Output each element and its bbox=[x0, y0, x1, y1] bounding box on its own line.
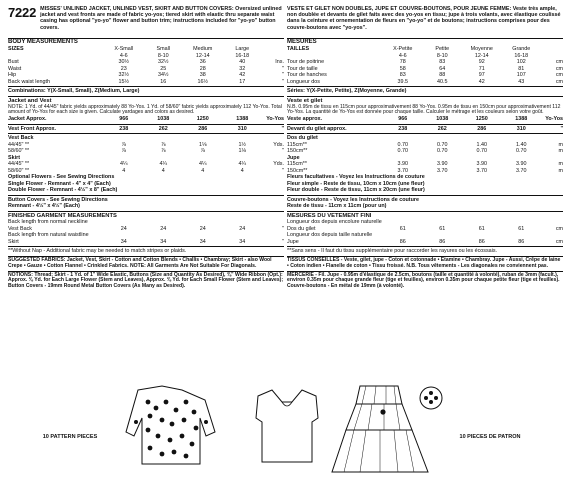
row-value: 102 bbox=[516, 59, 526, 66]
value-row bbox=[287, 239, 563, 245]
row-label: 115cm** bbox=[287, 141, 307, 148]
button-covers: Button Covers - See Sewing Directions bbox=[8, 196, 108, 203]
pattern-pieces-label: 10 PATTERN PIECES bbox=[42, 434, 98, 440]
row-label: Tour de hanches bbox=[287, 72, 327, 79]
french-description: VESTE ET GILET NON DOUBLES, JUPE ET COUVRE-BOUTONS, POUR JEUNE FEMME: Veste très ample, non doublée et devants de gilet faits avec des yo-yos en tissu; jupe à trois volants, avec élastique coulissé dans la ceinture et ornementation de fleurs en "yo-yo" et de boutons; instructions comprises pour des couvre-boutons avec "yo-yos". bbox=[287, 6, 561, 31]
row-value: 34 bbox=[120, 238, 127, 245]
row-value: 286 bbox=[477, 125, 487, 132]
row-value: 4¼ bbox=[159, 161, 167, 168]
row-value: 3.90 bbox=[516, 161, 527, 168]
row-value: 3.70 bbox=[437, 167, 448, 174]
row-value: 1½ bbox=[238, 141, 246, 148]
sans-sens: **Sans sens - Il faut du tissu supplémentaire pour raccorder les rayures ou les écossais. bbox=[287, 248, 498, 255]
vest-illustration bbox=[256, 390, 318, 462]
row-label: Vest Back bbox=[8, 225, 32, 232]
vest-back-title: Vest Back bbox=[8, 135, 34, 142]
mesures-fini-title: MESURES DU VETEMENT FINI bbox=[287, 211, 563, 220]
row-unit: " bbox=[282, 225, 284, 232]
row-value: 61 bbox=[399, 225, 406, 232]
row-unit: Yo-Yos bbox=[545, 116, 563, 123]
row-value: 83 bbox=[439, 59, 446, 66]
row-label: 58/60" ** bbox=[8, 167, 30, 174]
row-label: Waist bbox=[8, 65, 22, 72]
row-value: 30½ bbox=[118, 59, 129, 66]
row-value: 1⅛ bbox=[199, 141, 207, 148]
row-value: ⅞ bbox=[161, 141, 166, 148]
longueur-dos-encolure: Longueur dos depuis encolure naturelle bbox=[287, 219, 382, 226]
vest-front-row bbox=[8, 126, 284, 132]
row-value: 28 bbox=[199, 65, 206, 72]
tissus-conseilles: TISSUS CONSEILLES - Veste, gilet, jupe - Coton et cotonnade • Etamine • Chambray. Jupe - Aussi, Crêpe de laine • Coton indien • Flanelle de coton • Tissu froissé. N.B. Tous vêtements - Les diagonales ne conviennent pas. bbox=[287, 256, 563, 270]
row-value: 0.70 bbox=[397, 141, 408, 148]
fleurs-facultatives: Fleurs facultatives - Voyez les Instructions de couture bbox=[287, 174, 425, 181]
pieces-de-patron-label: 10 PIECES DE PATRON bbox=[459, 434, 521, 440]
row-value: 40.5 bbox=[437, 78, 448, 85]
value-row bbox=[8, 79, 284, 85]
english-measurements bbox=[8, 59, 284, 85]
row-value: 310 bbox=[237, 125, 247, 132]
french-header bbox=[287, 6, 563, 38]
row-unit: m bbox=[558, 148, 563, 155]
english-header bbox=[8, 6, 284, 38]
row-value: 3.90 bbox=[437, 161, 448, 168]
row-value: 107 bbox=[516, 72, 526, 79]
row-unit: m bbox=[558, 161, 563, 168]
row-value: 39.5 bbox=[397, 78, 408, 85]
row-unit: " bbox=[282, 72, 284, 79]
row-label: Longueur dos bbox=[287, 78, 320, 85]
mercerie: MERCERIE - Fil. Jupe - 0.95m d'élastique de 2.5cm, boutons (taille et quantité à volonté), ruban de 3mm (facult.), environ 0.35m pour chaque grande fleur (tige et feuilles), environ 0.35m pour chaque petite fleur (tige et feuilles). Couvre-boutons - En métal de 19mm (à volonté). bbox=[287, 271, 563, 291]
row-value: 92 bbox=[478, 59, 485, 66]
row-value: ⅞ bbox=[121, 148, 126, 155]
row-value: 1.40 bbox=[476, 141, 487, 148]
row-value: 3.70 bbox=[397, 167, 408, 174]
row-value: 1250 bbox=[196, 116, 209, 123]
row-label: 115cm** bbox=[287, 161, 307, 168]
jacket-illustration bbox=[126, 386, 215, 464]
row-value: 86 bbox=[399, 238, 406, 245]
row-unit: cm bbox=[555, 225, 563, 232]
row-label: Skirt bbox=[8, 238, 19, 245]
pattern-number: 7222 bbox=[8, 6, 37, 20]
row-value: 64 bbox=[439, 65, 446, 72]
yoyo-note: NOTE: 1 Yd. of 44/45" fabric yields approximately 88 Yo-Yos. 1 Yd. of 58/60" fabric yields approximately 112 Yo-Yos. Total amount of Yo-Yos for each size is given. Calculate yardages and colors as desired. bbox=[8, 103, 282, 116]
dos-gilet-rows bbox=[287, 142, 563, 155]
row-label: 58/60" ** bbox=[8, 148, 30, 155]
row-value: 71 bbox=[478, 65, 485, 72]
french-measurements bbox=[287, 59, 563, 85]
row-label: Tour de poitrine bbox=[287, 59, 325, 66]
row-value: 1038 bbox=[436, 116, 449, 123]
back-length-neckline: Back length from normal neckline bbox=[8, 219, 88, 226]
row-unit: " bbox=[281, 125, 284, 132]
row-value: 1388 bbox=[515, 116, 528, 123]
jacket-vest-title: Jacket and Vest bbox=[8, 96, 284, 105]
row-value: 86 bbox=[518, 238, 525, 245]
row-value: 4 bbox=[122, 167, 126, 174]
back-length-waist: Back length from natural waistline bbox=[8, 232, 89, 239]
optional-flowers: Optional Flowers - See Sewing Directions bbox=[8, 174, 115, 181]
row-label: 150cm** bbox=[287, 167, 308, 174]
row-unit: Yds. bbox=[273, 161, 284, 168]
row-value: 24 bbox=[120, 225, 127, 232]
row-value: ⅞ bbox=[161, 148, 166, 155]
tailles-row: TAILLES X-Petite Petite Moyenne Grande bbox=[287, 46, 531, 53]
row-value: 0.70 bbox=[476, 148, 487, 155]
row-unit: " bbox=[560, 125, 563, 132]
row-value: 1250 bbox=[475, 116, 488, 123]
value-row bbox=[8, 126, 284, 132]
row-unit: m bbox=[558, 141, 563, 148]
row-value: 36 bbox=[199, 59, 206, 66]
row-value: 3.70 bbox=[476, 167, 487, 174]
double-flower: Double Flower - Remnant - 4½" x 8" (Each) bbox=[8, 187, 118, 194]
row-label: Veste approx. bbox=[287, 116, 323, 123]
row-value: 286 bbox=[198, 125, 208, 132]
row-value: 0.70 bbox=[516, 148, 527, 155]
row-value: 24 bbox=[160, 225, 167, 232]
row-value: 1038 bbox=[157, 116, 170, 123]
value-row bbox=[287, 116, 563, 122]
row-value: 1.40 bbox=[516, 141, 527, 148]
row-unit: " bbox=[282, 148, 284, 155]
row-label: 44/45" ** bbox=[8, 161, 30, 168]
row-value: 61 bbox=[518, 225, 525, 232]
row-value: 310 bbox=[516, 125, 526, 132]
row-value: 16½ bbox=[197, 78, 208, 85]
combinations: Combinations: Y(X-Small, Small), Z(Medium, Large) bbox=[8, 88, 140, 95]
row-value: ⅞ bbox=[200, 148, 205, 155]
finished-title: FINISHED GARMENT MEASUREMENTS bbox=[8, 211, 284, 220]
row-value: 38 bbox=[199, 72, 206, 79]
row-unit: Yo-Yos bbox=[266, 116, 284, 123]
row-value: 24 bbox=[199, 225, 206, 232]
row-value: 1⅛ bbox=[238, 148, 246, 155]
button-remnant: Remnant - 4½" x 4½" (Each) bbox=[8, 203, 80, 210]
row-value: 262 bbox=[158, 125, 168, 132]
veste-gilet-title: Veste et gilet bbox=[287, 96, 563, 105]
row-value: 32½ bbox=[118, 72, 129, 79]
row-value: 4¼ bbox=[238, 161, 246, 168]
row-value: 17 bbox=[239, 78, 246, 85]
couvre-boutons: Couvre-boutons - Voyez les Instructions de couture bbox=[287, 196, 419, 203]
sizes-row: SIZES X-Small Small Medium Large bbox=[8, 46, 250, 53]
row-label: 150cm** bbox=[287, 148, 308, 155]
row-value: 34 bbox=[239, 238, 246, 245]
skirt-illustration bbox=[332, 386, 428, 472]
row-value: 262 bbox=[437, 125, 447, 132]
devant-gilet-row bbox=[287, 126, 563, 132]
row-value: 42 bbox=[478, 78, 485, 85]
row-label: Hip bbox=[8, 72, 17, 79]
value-row bbox=[8, 116, 284, 122]
row-value: 61 bbox=[439, 225, 446, 232]
row-value: 83 bbox=[399, 72, 406, 79]
value-row bbox=[8, 148, 284, 154]
garment-illustrations bbox=[0, 382, 570, 479]
row-value: 97 bbox=[478, 72, 485, 79]
row-unit: cm bbox=[555, 238, 563, 245]
row-value: 42 bbox=[239, 72, 246, 79]
row-label: Back waist length bbox=[8, 78, 50, 85]
yoyo-flower-illustration bbox=[420, 387, 442, 409]
nb-note: N.B. 0.95m de tissu en 115cm pour approximativement 88 Yo-Yos. 0.95m de tissu en 150cm pour approximativement 112 Yo-Yos. La quantité de Yo-Yos est donnée pour chaque taille. Calculer le métrage et les couleurs selon votre goût. bbox=[287, 103, 561, 116]
mesures-title: MESURES bbox=[287, 38, 563, 46]
row-unit: cm bbox=[555, 65, 563, 72]
without-nap: **Without Nap - Additional fabric may be needed to match stripes or plaids. bbox=[8, 248, 187, 255]
row-value: 88 bbox=[439, 72, 446, 79]
english-description: MISSES' UNLINED JACKET, UNLINED VEST, SKIRT AND BUTTON COVERS: Oversized unlined jacket and vest fronts are made of fabric yo-yos; tiered skirt with elastic thru separate waist casing has optional "yo-yo" flower and button trim; instructions included for "yo-yo" button covers. bbox=[40, 6, 282, 31]
jupe-rows bbox=[287, 161, 563, 174]
row-value: 0.70 bbox=[437, 141, 448, 148]
row-unit: cm bbox=[555, 78, 563, 85]
row-value: 86 bbox=[478, 238, 485, 245]
row-label: 44/45" ** bbox=[8, 141, 30, 148]
notions: NOTIONS: Thread; Skirt - 1 Yd. of 1" Wide Elastic, Buttons (Size and Quantity As Desired), ⅜" Wide Ribbon (Opt.): Approx. ⅜ Yd. for Each Large Flower (Stem and Leaves), Approx. ⅜ Yd. for Each Small Flower (Stem and Leaves); Button Covers - 19mm Round Metal Button Covers (As Many as Desired). bbox=[8, 271, 284, 290]
value-row bbox=[287, 148, 563, 154]
row-value: 16 bbox=[160, 78, 167, 85]
value-row bbox=[287, 79, 563, 85]
skirt-length-row bbox=[8, 239, 284, 245]
row-unit: " bbox=[282, 238, 284, 245]
row-value: 78 bbox=[399, 59, 406, 66]
row-value: 4 bbox=[161, 167, 165, 174]
veste-approx-row bbox=[287, 116, 563, 122]
row-label: Jupe bbox=[287, 238, 299, 245]
row-value: 32 bbox=[239, 65, 246, 72]
skirt-title: Skirt bbox=[8, 154, 20, 161]
size-ranges-row: 4-6 8-10 12-14 16-18 bbox=[119, 52, 250, 59]
row-value: 34½ bbox=[158, 72, 169, 79]
row-value: 238 bbox=[398, 125, 408, 132]
value-row bbox=[8, 239, 284, 245]
row-unit: " bbox=[282, 65, 284, 72]
value-row bbox=[287, 126, 563, 132]
row-value: 966 bbox=[398, 116, 408, 123]
row-value: 24 bbox=[239, 225, 246, 232]
fleur-simple: Fleur simple - Reste de tissu, 10cm x 10cm (une fleur) bbox=[287, 180, 425, 187]
english-column bbox=[8, 6, 284, 290]
row-unit: Ins. bbox=[275, 59, 284, 66]
row-value: 34 bbox=[199, 238, 206, 245]
reste-tissu: Reste de tissu - 11cm x 11cm (pour un) bbox=[287, 203, 387, 210]
row-value: 4 bbox=[201, 167, 205, 174]
row-unit: " bbox=[282, 167, 284, 174]
row-value: 4¼ bbox=[120, 161, 128, 168]
row-unit: Yds. bbox=[273, 141, 284, 148]
vest-back-rows bbox=[8, 142, 284, 155]
suggested-fabrics: SUGGESTED FABRICS: Jacket, Vest, Skirt - Cotton and Cotton Blends • Challis • Chambray; Skirt - also Wool Crepe • Gauze • Cotton Flannel • Crinkled Fabrics. NOTE: All Garments Are Not Suitable For Diagonals. bbox=[8, 256, 284, 270]
row-value: 25 bbox=[160, 65, 167, 72]
row-label: Jacket Approx. bbox=[8, 116, 47, 123]
single-flower: Single Flower - Remnant - 4" x 4" (Each) bbox=[8, 180, 111, 187]
row-value: 86 bbox=[439, 238, 446, 245]
row-value: 34 bbox=[160, 238, 167, 245]
row-value: 81 bbox=[518, 65, 525, 72]
body-measurements-title: BODY MEASUREMENTS bbox=[8, 38, 284, 46]
row-value: 3.90 bbox=[476, 161, 487, 168]
row-value: 58 bbox=[399, 65, 406, 72]
row-value: 238 bbox=[119, 125, 129, 132]
row-label: Dos du gilet bbox=[287, 225, 316, 232]
row-value: 3.70 bbox=[516, 167, 527, 174]
series: Séries: Y(X-Petite, Petite), Z(Moyenne, Grande) bbox=[287, 88, 407, 95]
row-value: 61 bbox=[478, 225, 485, 232]
row-value: 15½ bbox=[118, 78, 129, 85]
row-value: 32½ bbox=[158, 59, 169, 66]
row-value: 3.90 bbox=[397, 161, 408, 168]
dos-gilet-title: Dos du gilet bbox=[287, 135, 318, 142]
row-label: Bust bbox=[8, 59, 19, 66]
row-value: 4 bbox=[240, 167, 244, 174]
longueur-dos-taille: Longueur dos depuis taille naturelle bbox=[287, 232, 373, 239]
row-label: Vest Front Approx. bbox=[8, 125, 57, 132]
row-label: Devant du gilet approx. bbox=[287, 125, 347, 132]
jupe-length-row bbox=[287, 239, 563, 245]
illustrations bbox=[0, 382, 570, 479]
row-unit: cm bbox=[555, 59, 563, 66]
jacket-approx-row bbox=[8, 116, 284, 122]
row-value: 1388 bbox=[236, 116, 249, 123]
row-value: 40 bbox=[239, 59, 246, 66]
fleur-double: Fleur double - Reste de tissu, 11cm x 20cm (une fleur) bbox=[287, 187, 425, 194]
french-column bbox=[287, 6, 563, 290]
row-value: ⅞ bbox=[121, 141, 126, 148]
row-value: 4¼ bbox=[199, 161, 207, 168]
tailles-ranges-row: 4-6 8-10 12-14 16-18 bbox=[398, 52, 529, 59]
row-value: 0.70 bbox=[397, 148, 408, 155]
row-value: 43 bbox=[518, 78, 525, 85]
skirt-rows bbox=[8, 161, 284, 174]
row-value: 0.70 bbox=[437, 148, 448, 155]
jupe-title: Jupe bbox=[287, 154, 300, 161]
row-unit: cm bbox=[555, 72, 563, 79]
row-label: Tour de taille bbox=[287, 65, 318, 72]
row-unit: m bbox=[558, 167, 563, 174]
row-value: 23 bbox=[120, 65, 127, 72]
row-unit: " bbox=[282, 78, 284, 85]
row-value: 966 bbox=[119, 116, 129, 123]
